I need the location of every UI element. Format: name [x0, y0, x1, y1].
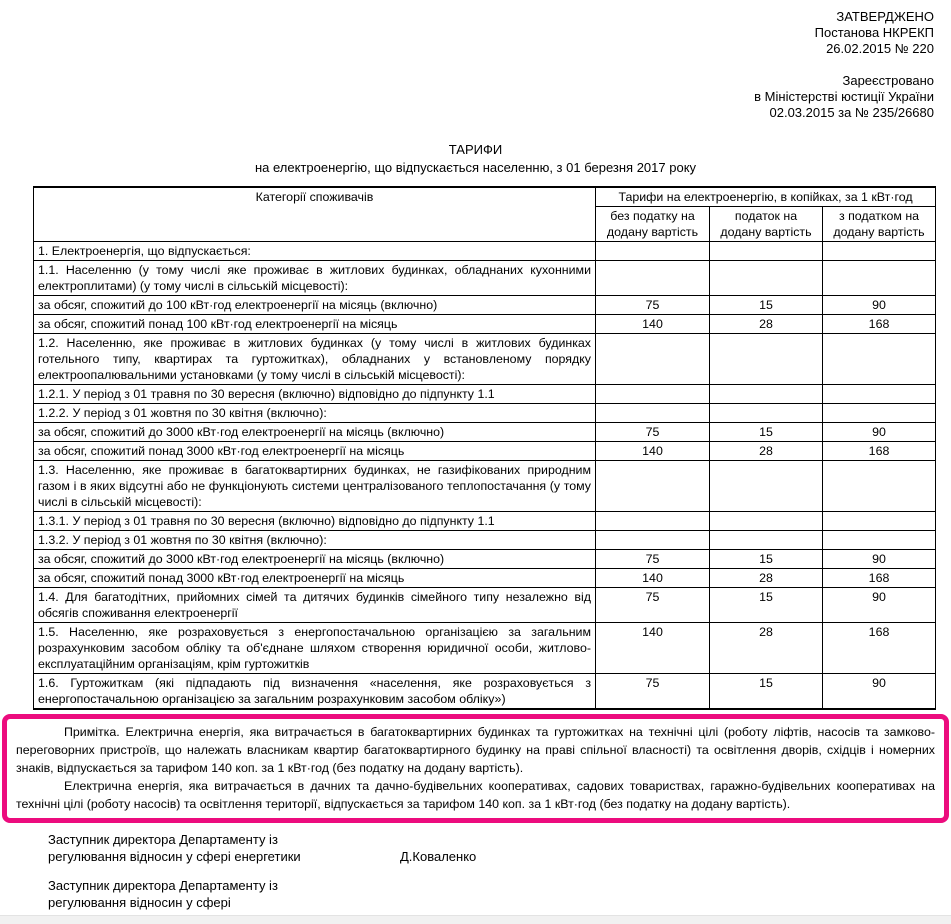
- with-vat-cell: [823, 531, 936, 550]
- vat-cell: 28: [710, 569, 823, 588]
- no-vat-cell: 140: [596, 442, 710, 461]
- with-vat-cell: [823, 512, 936, 531]
- vat-cell: [710, 461, 823, 512]
- table-row: [34, 531, 936, 550]
- category-cell: 1.2.2. У період з 01 жовтня по 30 квітня (включно):: [34, 404, 596, 423]
- registered-by: в Міністерстві юстиції України: [754, 89, 934, 104]
- category-cell: 1.3. Населенню, яке проживає в багатоквартирних будинках, не газифікованих природним газом і в яких відсутні або не функціонують системи централізованого теплопостачання (у тому числі в сільській місцевості):: [34, 461, 596, 512]
- category-cell: за обсяг, спожитий до 100 кВт·год електроенергії на місяць (включно): [34, 296, 596, 315]
- categories-header: Категорії споживачів: [34, 187, 596, 242]
- no-vat-cell: 75: [596, 674, 710, 710]
- vat-cell: 15: [710, 674, 823, 710]
- signature-block-second: [48, 877, 951, 911]
- table-row: [34, 334, 936, 385]
- registered-date: 02.03.2015 за № 235/26680: [769, 105, 934, 120]
- category-cell: 1.2.1. У період з 01 травня по 30 вересня (включно) відповідно до підпункту 1.1: [34, 385, 596, 404]
- no-vat-cell: [596, 404, 710, 423]
- no-vat-cell: [596, 242, 710, 261]
- with-vat-header: з податком на додану вартість: [823, 207, 936, 242]
- vat-header: [710, 207, 823, 242]
- no-vat-cell: [596, 531, 710, 550]
- no-vat-cell: [596, 261, 710, 296]
- vat-cell: 28: [710, 623, 823, 674]
- category-cell: за обсяг, спожитий понад 3000 кВт·год електроенергії на місяць: [34, 442, 596, 461]
- signature-title-line1: Заступник директора Департаменту із: [48, 832, 278, 847]
- note-paragraph-2: Електрична енергія, яка витрачається в дачних та дачно-будівельних кооперативах, садових товариствах, гаражно-будівельних кооперативах на технічні цілі (роботу насосів) та освітлення території, відпускається за тарифом 140 коп. за 1 кВт·год (без податку на додану вартість).: [16, 779, 935, 811]
- category-cell: 1. Електроенергія, що відпускається:: [34, 242, 596, 261]
- signatures-section: [48, 831, 951, 911]
- approval-block: [0, 0, 951, 121]
- with-vat-cell: [823, 334, 936, 385]
- spacer: [0, 57, 934, 73]
- vat-cell: [710, 531, 823, 550]
- table-header-row-1: [34, 187, 936, 207]
- signature-title-line2: регулювання відносин у сфері енергетики: [48, 849, 301, 864]
- title-block: [0, 141, 951, 177]
- category-cell: 1.2. Населенню, яке проживає в житлових будинках (у тому числі в житлових будинках готельного типу, квартирах та гуртожитках), обладнаних у встановленому порядку електроопалювальними установками (у тому числі в сільській місцевості):: [34, 334, 596, 385]
- table-row: [34, 512, 936, 531]
- table-row: [34, 588, 936, 623]
- category-cell: 1.3.1. У період з 01 травня по 30 вересня (включно) відповідно до підпункту 1.1: [34, 512, 596, 531]
- page-subtitle: на електроенергію, що відпускається населенню, з 01 березня 2017 року: [254, 160, 697, 175]
- approved-label: ЗАТВЕРДЖЕНО: [836, 9, 934, 24]
- no-vat-cell: 75: [596, 588, 710, 623]
- no-vat-cell: 75: [596, 423, 710, 442]
- vat-cell: 15: [710, 296, 823, 315]
- table-row: [34, 461, 936, 512]
- category-cell: 1.6. Гуртожиткам (які підпадають під визначення «населення, яке розраховується з енергопостачальною організацією за загальним розрахунковим засобом обліку»): [34, 674, 596, 710]
- category-cell: 1.5. Населенню, яке розраховується з енергопостачальною організацією за загальним розрахунковим засобом обліку та об'єднане шляхом створення юридичної особи, житлово-експлуатаційним організаціям, крім гуртожитків: [34, 623, 596, 674]
- with-vat-cell: 168: [823, 569, 936, 588]
- page-title: ТАРИФИ: [448, 142, 503, 157]
- no-vat-cell: [596, 385, 710, 404]
- note-annotation-box: [2, 714, 949, 823]
- with-vat-cell: 90: [823, 674, 936, 710]
- resolution-date: 26.02.2015 № 220: [826, 41, 934, 56]
- category-cell: за обсяг, спожитий понад 100 кВт·год електроенергії на місяць: [34, 315, 596, 334]
- vat-cell: [710, 385, 823, 404]
- with-vat-cell: [823, 242, 936, 261]
- vat-cell: 15: [710, 550, 823, 569]
- table-row: [34, 296, 936, 315]
- with-vat-cell: [823, 385, 936, 404]
- category-cell: за обсяг, спожитий до 3000 кВт·год електроенергії на місяць (включно): [34, 550, 596, 569]
- vat-cell: 15: [710, 588, 823, 623]
- no-vat-cell: 140: [596, 315, 710, 334]
- no-vat-cell: [596, 512, 710, 531]
- vat-cell: 28: [710, 315, 823, 334]
- vat-cell: [710, 261, 823, 296]
- table-row: [34, 674, 936, 710]
- table-row: [34, 550, 936, 569]
- table-row: [34, 623, 936, 674]
- category-cell: 1.4. Для багатодітних, прийомних сімей та дитячих будинків сімейного типу незалежно від обсягів споживання електроенергії: [34, 588, 596, 623]
- table-row: [34, 261, 936, 296]
- category-cell: за обсяг, спожитий понад 3000 кВт·год електроенергії на місяць: [34, 569, 596, 588]
- table-row: [34, 442, 936, 461]
- with-vat-cell: 90: [823, 588, 936, 623]
- with-vat-cell: [823, 404, 936, 423]
- vat-header-label: податок на додану вартість: [720, 209, 812, 239]
- signature-title-line1: Заступник директора Департаменту із: [48, 878, 278, 893]
- with-vat-cell: 168: [823, 623, 936, 674]
- vat-cell: [710, 404, 823, 423]
- horizontal-scrollbar[interactable]: [0, 915, 951, 924]
- signature-title-line2: регулювання відносин у сфері: [48, 895, 231, 910]
- vat-cell: [710, 512, 823, 531]
- no-vat-cell: 75: [596, 296, 710, 315]
- no-vat-cell: 75: [596, 550, 710, 569]
- table-row: [34, 242, 936, 261]
- category-cell: 1.3.2. У період з 01 жовтня по 30 квітня (включно):: [34, 531, 596, 550]
- with-vat-cell: 168: [823, 315, 936, 334]
- no-vat-cell: [596, 334, 710, 385]
- no-vat-cell: 140: [596, 623, 710, 674]
- tariffs-group-header: Тарифи на електроенергію, в копійках, за 1 кВт·год: [596, 187, 936, 207]
- with-vat-cell: 168: [823, 442, 936, 461]
- tariff-table-body: [34, 242, 936, 710]
- table-row: [34, 385, 936, 404]
- with-vat-cell: [823, 261, 936, 296]
- vat-cell: 15: [710, 423, 823, 442]
- signature-title: [48, 831, 400, 865]
- resolution-line: Постанова НКРЕКП: [814, 25, 934, 40]
- with-vat-cell: 90: [823, 296, 936, 315]
- with-vat-cell: 90: [823, 423, 936, 442]
- registered-label: Зареєстровано: [842, 73, 934, 88]
- no-vat-header: без податку на додану вартість: [596, 207, 710, 242]
- with-vat-cell: [823, 461, 936, 512]
- vat-cell: [710, 242, 823, 261]
- with-vat-cell: 90: [823, 550, 936, 569]
- note-paragraph-1: Примітка. Електрична енергія, яка витрачається в багатоквартирних будинках та гуртожитках на технічні цілі (роботу ліфтів, насосів та замково-переговорних пристроїв, що належать власникам квартир багатоквартирного будинку на праві спільної власності) та освітлення дворів, східців і номерних знаків, відпускається за тарифом 140 коп. за 1 кВт·год (без податку на додану вартість).: [16, 725, 935, 775]
- signature-block-energy: [48, 831, 951, 865]
- category-cell: 1.1. Населенню (у тому числі яке проживає в житлових будинках, обладнаних кухонними електроплитами) (у тому числі в сільській місцевості):: [34, 261, 596, 296]
- no-vat-cell: 140: [596, 569, 710, 588]
- vat-cell: 28: [710, 442, 823, 461]
- category-cell: за обсяг, спожитий до 3000 кВт·год електроенергії на місяць (включно): [34, 423, 596, 442]
- signature-name: Д.Коваленко: [400, 849, 477, 864]
- table-row: [34, 315, 936, 334]
- signature-title: [48, 877, 400, 911]
- table-row: [34, 423, 936, 442]
- no-vat-cell: [596, 461, 710, 512]
- table-row: [34, 569, 936, 588]
- vat-cell: [710, 334, 823, 385]
- table-row: [34, 404, 936, 423]
- tariff-table: [33, 186, 936, 710]
